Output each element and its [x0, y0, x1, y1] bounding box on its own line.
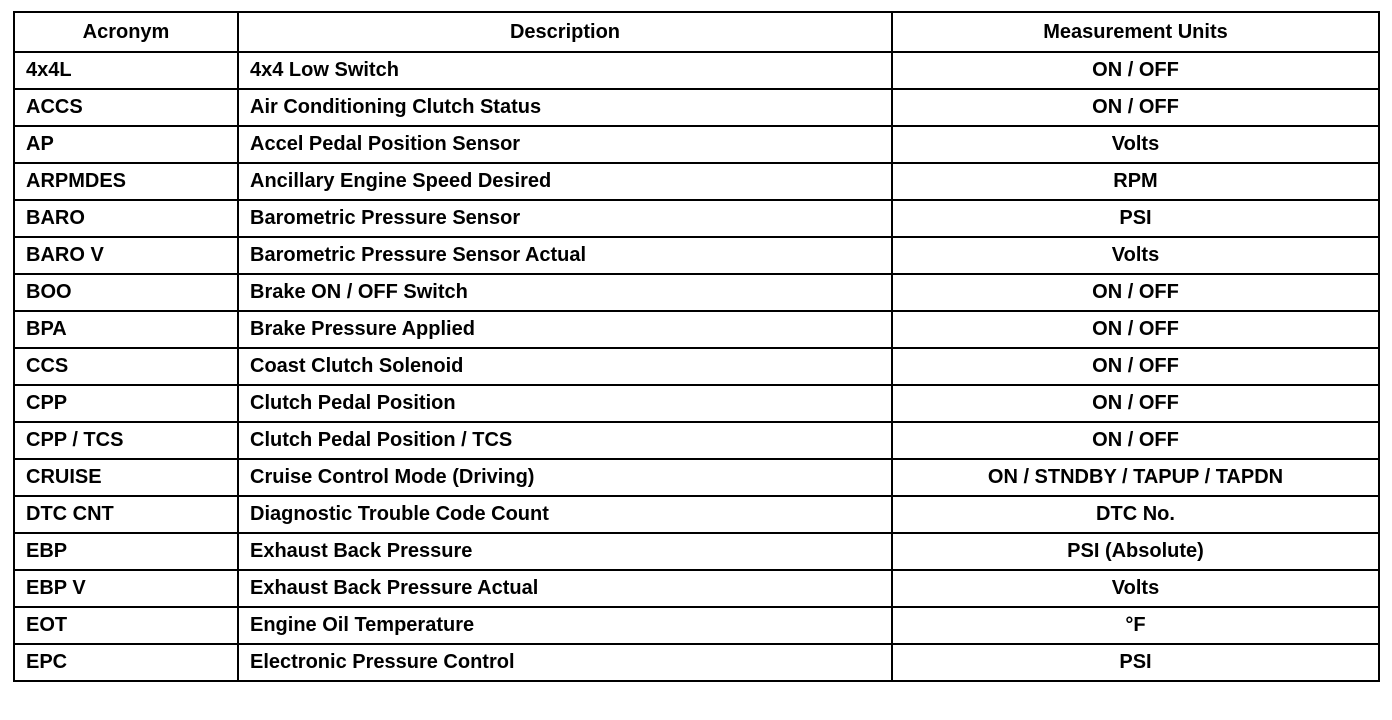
cell-acronym: CRUISE: [14, 459, 238, 496]
table-row: [14, 459, 1379, 496]
cell-acronym: DTC CNT: [14, 496, 238, 533]
cell-units: ON / OFF: [892, 89, 1379, 126]
table-row: [14, 311, 1379, 348]
table-body: [14, 52, 1379, 681]
acronym-table-container: [13, 11, 1378, 682]
table-row: [14, 89, 1379, 126]
cell-units: ON / OFF: [892, 422, 1379, 459]
cell-units: PSI: [892, 200, 1379, 237]
table-row: [14, 163, 1379, 200]
cell-description: Exhaust Back Pressure Actual: [238, 570, 892, 607]
table-row: [14, 422, 1379, 459]
acronym-table: [13, 11, 1380, 682]
cell-acronym: CPP: [14, 385, 238, 422]
cell-units: Volts: [892, 126, 1379, 163]
cell-acronym: AP: [14, 126, 238, 163]
cell-units: ON / STNDBY / TAPUP / TAPDN: [892, 459, 1379, 496]
cell-units: DTC No.: [892, 496, 1379, 533]
cell-units: °F: [892, 607, 1379, 644]
cell-units: PSI: [892, 644, 1379, 681]
table-row: [14, 533, 1379, 570]
cell-description: Clutch Pedal Position / TCS: [238, 422, 892, 459]
cell-acronym: EPC: [14, 644, 238, 681]
table-row: [14, 200, 1379, 237]
table-row: [14, 52, 1379, 89]
header-measurement-units: Measurement Units: [892, 12, 1379, 52]
cell-description: Brake Pressure Applied: [238, 311, 892, 348]
cell-acronym: EOT: [14, 607, 238, 644]
cell-description: Coast Clutch Solenoid: [238, 348, 892, 385]
cell-description: Exhaust Back Pressure: [238, 533, 892, 570]
cell-description: 4x4 Low Switch: [238, 52, 892, 89]
cell-units: Volts: [892, 570, 1379, 607]
cell-description: Diagnostic Trouble Code Count: [238, 496, 892, 533]
cell-acronym: BARO V: [14, 237, 238, 274]
table-row: [14, 644, 1379, 681]
cell-description: Ancillary Engine Speed Desired: [238, 163, 892, 200]
cell-description: Cruise Control Mode (Driving): [238, 459, 892, 496]
cell-description: Air Conditioning Clutch Status: [238, 89, 892, 126]
header-description: Description: [238, 12, 892, 52]
table-row: [14, 385, 1379, 422]
cell-acronym: BOO: [14, 274, 238, 311]
table-row: [14, 570, 1379, 607]
cell-units: ON / OFF: [892, 385, 1379, 422]
cell-acronym: CCS: [14, 348, 238, 385]
cell-acronym: ACCS: [14, 89, 238, 126]
cell-acronym: BPA: [14, 311, 238, 348]
table-row: [14, 126, 1379, 163]
cell-description: Accel Pedal Position Sensor: [238, 126, 892, 163]
cell-description: Clutch Pedal Position: [238, 385, 892, 422]
cell-units: ON / OFF: [892, 348, 1379, 385]
cell-units: ON / OFF: [892, 52, 1379, 89]
cell-description: Brake ON / OFF Switch: [238, 274, 892, 311]
table-row: [14, 274, 1379, 311]
cell-acronym: 4x4L: [14, 52, 238, 89]
header-row: [14, 12, 1379, 52]
cell-acronym: BARO: [14, 200, 238, 237]
cell-units: ON / OFF: [892, 311, 1379, 348]
header-acronym: Acronym: [14, 12, 238, 52]
table-row: [14, 237, 1379, 274]
cell-description: Engine Oil Temperature: [238, 607, 892, 644]
cell-description: Barometric Pressure Sensor Actual: [238, 237, 892, 274]
cell-units: RPM: [892, 163, 1379, 200]
cell-description: Barometric Pressure Sensor: [238, 200, 892, 237]
table-row: [14, 496, 1379, 533]
cell-units: Volts: [892, 237, 1379, 274]
cell-acronym: EBP: [14, 533, 238, 570]
cell-description: Electronic Pressure Control: [238, 644, 892, 681]
cell-units: ON / OFF: [892, 274, 1379, 311]
table-row: [14, 607, 1379, 644]
table-row: [14, 348, 1379, 385]
cell-acronym: CPP / TCS: [14, 422, 238, 459]
cell-acronym: EBP V: [14, 570, 238, 607]
table-header: [14, 12, 1379, 52]
cell-acronym: ARPMDES: [14, 163, 238, 200]
cell-units: PSI (Absolute): [892, 533, 1379, 570]
